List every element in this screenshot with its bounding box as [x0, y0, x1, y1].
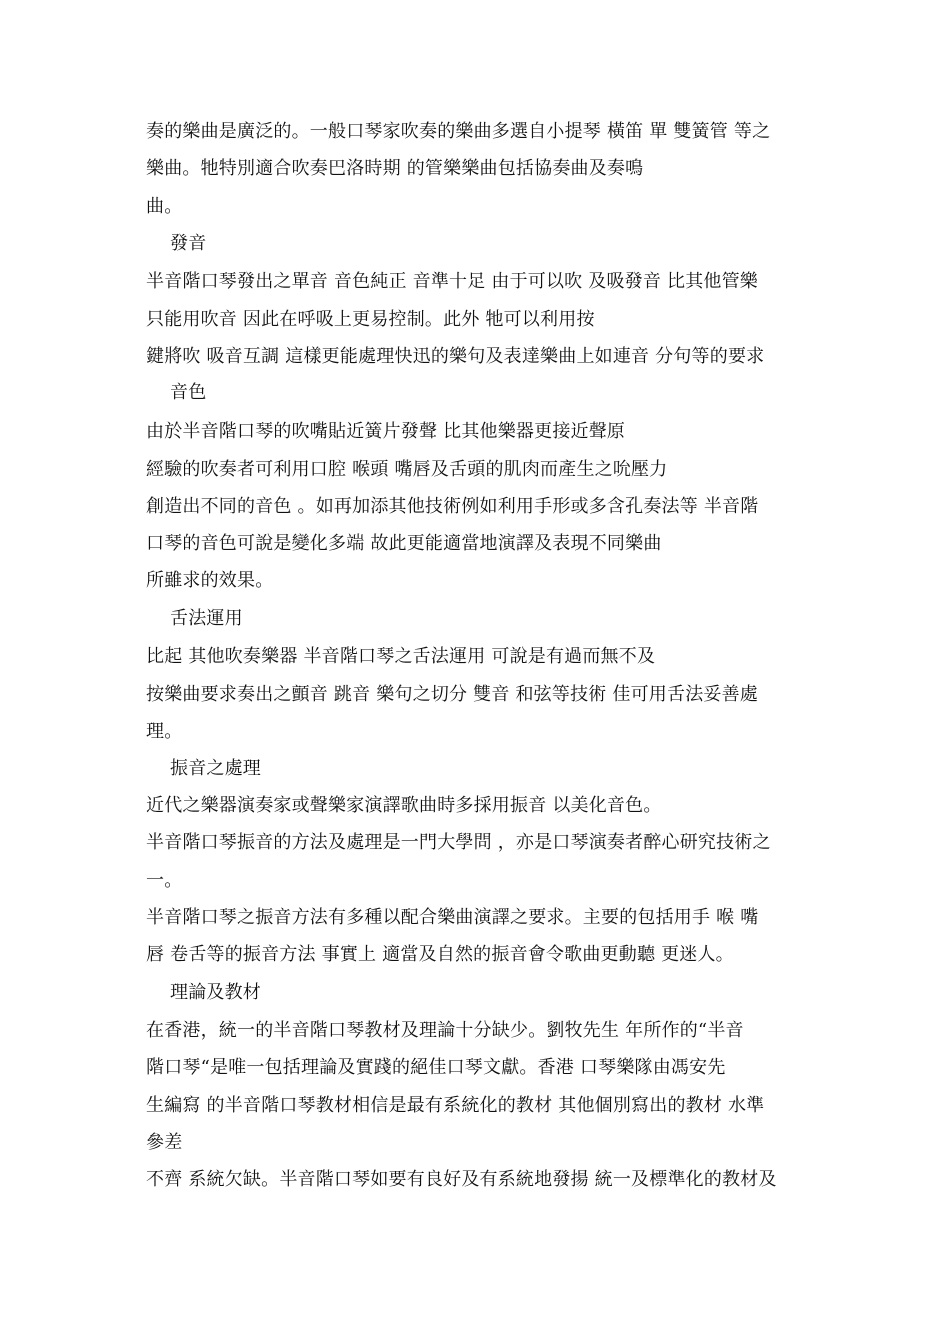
text-line: 由於半音階口琴的吹嘴貼近簧片發聲 比其他樂器更接近聲原 — [146, 421, 626, 442]
text-line: 鍵將吹 吸音互調 這樣更能處理快迅的樂句及表達樂曲上如連音 分句等的要求 — [146, 346, 765, 367]
text-line: 所雖求的效果。 — [146, 570, 274, 591]
text-line: 曲。 — [146, 196, 183, 217]
text-line: 唇 卷舌等的振音方法 事實上 適當及自然的振音會令歌曲更動聽 更迷人。 — [146, 944, 734, 965]
text-line: 在香港，統一的半音階口琴教材及理論十分缺少。劉牧先生 年所作的“半音 — [146, 1020, 744, 1041]
text-line: 樂曲。牠特別適合吹奏巴洛時期 的管樂樂曲包括協奏曲及奏鳴 — [146, 158, 644, 179]
section-heading-tonguing: 舌法運用 — [170, 608, 243, 629]
section-heading-pronunciation: 發音 — [170, 233, 207, 254]
text-line: 比起 其他吹奏樂器 半音階口琴之舌法運用 可說是有過而無不及 — [146, 646, 656, 667]
section-heading-vibrato: 振音之處理 — [170, 758, 261, 779]
text-line: 一。 — [146, 870, 183, 891]
text-line: 階口琴“是唯一包括理論及實踐的絕佳口琴文獻。香港 口琴樂隊由馮安先 — [146, 1057, 726, 1078]
section-heading-theory: 理論及教材 — [170, 982, 261, 1003]
text-line: 參差 — [146, 1132, 183, 1153]
text-line: 奏的樂曲是廣泛的。一般口琴家吹奏的樂曲多選自小提琴 橫笛 單 雙簧管 等之 — [146, 121, 771, 142]
section-heading-timbre: 音色 — [170, 382, 207, 403]
text-line: 理。 — [146, 721, 183, 742]
text-line: 半音階口琴發出之單音 音色純正 音準十足 由于可以吹 及吸發音 比其他管樂 — [146, 271, 759, 292]
text-line: 半音階口琴振音的方法及處理是一門大學問 ，亦是口琴演奏者醉心研究技術之 — [146, 832, 771, 853]
text-line: 半音階口琴之振音方法有多種以配合樂曲演譯之要求。主要的包括用手 喉 嘴 — [146, 907, 759, 928]
text-line: 按樂曲要求奏出之顫音 跳音 樂句之切分 雙音 和弦等技術 佳可用舌法妥善處 — [146, 684, 759, 705]
text-line: 經驗的吹奏者可利用口腔 喉頭 嘴唇及舌頭的肌肉而產生之吮壓力 — [146, 459, 668, 480]
text-line: 近代之樂器演奏家或聲樂家演譯歌曲時多採用振音 以美化音色。 — [146, 795, 662, 816]
text-line: 只能用吹音 因此在呼吸上更易控制。此外 牠可以利用按 — [146, 309, 595, 330]
text-line: 創造出不同的音色 。如再加添其他技術例如利用手形或多含孔奏法等 半音階 — [146, 496, 759, 517]
text-line: 口琴的音色可說是變化多端 故此更能適當地演譯及表現不同樂曲 — [146, 533, 662, 554]
text-line: 不齊 系統欠缺。半音階口琴如要有良好及有系統地發揚 統一及標準化的教材及 — [146, 1169, 777, 1190]
text-line: 生編寫 的半音階口琴教材相信是最有系統化的教材 其他個別寫出的教材 水準 — [146, 1095, 765, 1116]
